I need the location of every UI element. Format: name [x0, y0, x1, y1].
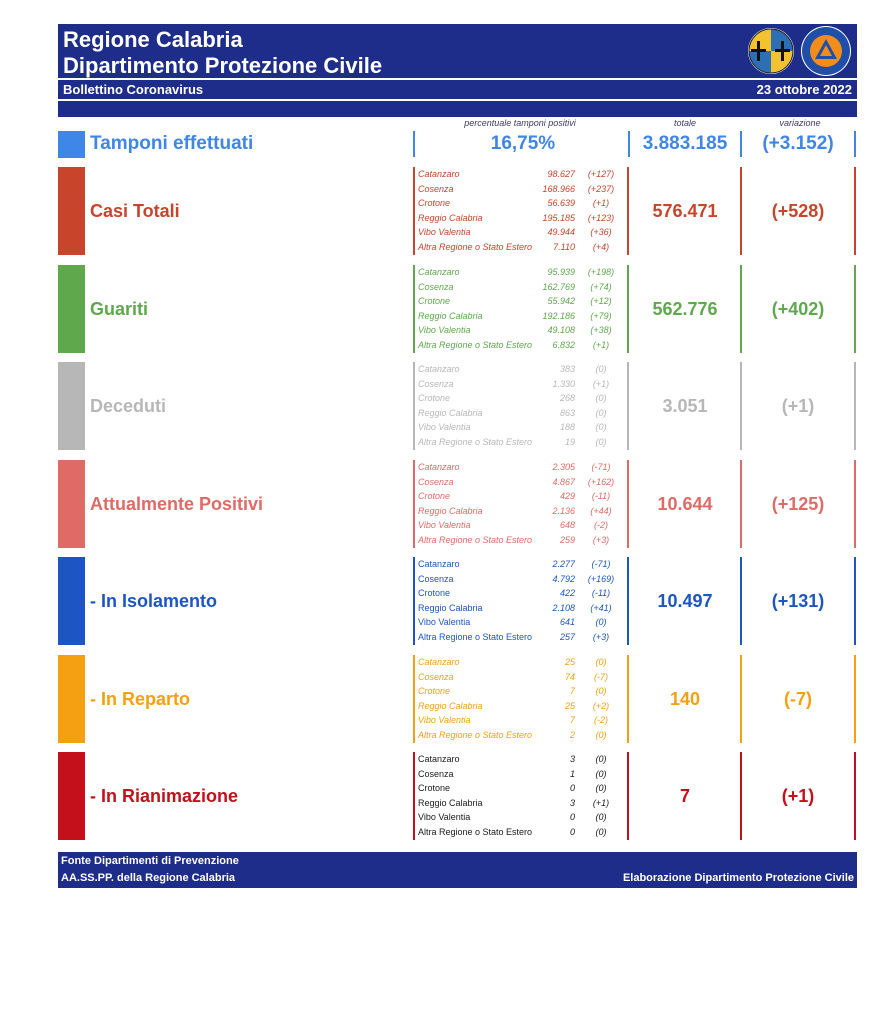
district-value: 25	[564, 657, 575, 667]
district-row	[415, 825, 627, 840]
district-variation: (0)	[595, 783, 607, 793]
bulletin-subtitle: Bollettino Coronavirus	[63, 82, 204, 97]
district-row	[415, 406, 627, 421]
district-name: Catanzaro	[418, 559, 460, 569]
district-row	[415, 810, 627, 825]
district-name: Reggio Calabria	[418, 797, 483, 808]
district-value: 2	[569, 729, 575, 740]
district-name: Catanzaro	[418, 657, 460, 667]
district-variation: (+1)	[592, 198, 610, 208]
section-color-square	[58, 265, 85, 353]
district-value: 648	[559, 520, 575, 530]
district-row	[415, 225, 627, 240]
district-row	[415, 684, 627, 699]
district-value: 7.110	[553, 241, 575, 252]
district-name: Vibo Valentia	[418, 812, 471, 822]
section-6	[58, 752, 858, 840]
district-row	[415, 615, 627, 630]
section-label: - In Isolamento	[90, 590, 218, 611]
district-variation: (+38)	[590, 325, 612, 335]
district-value: 19	[564, 436, 575, 447]
district-value: 383	[559, 364, 575, 374]
district-variation: (-71)	[591, 559, 611, 569]
section-label: Deceduti	[90, 395, 167, 416]
footer-source-line2: AA.SS.PP. della Regione Calabria	[61, 872, 236, 884]
district-row	[415, 670, 627, 685]
department-title: Dipartimento Protezione Civile	[63, 53, 383, 78]
district-variation: (-2)	[594, 520, 608, 530]
district-name: Cosenza	[418, 476, 454, 487]
district-value: 0	[569, 812, 575, 822]
district-variation: (-71)	[591, 462, 611, 472]
section-5	[58, 655, 858, 743]
district-variation: (-11)	[591, 588, 611, 598]
district-row	[415, 280, 627, 295]
district-row	[415, 557, 627, 572]
district-row	[415, 240, 627, 255]
tamponi-variazione: (+3.152)	[762, 133, 834, 154]
district-row	[415, 504, 627, 519]
district-variation: (+169)	[587, 573, 615, 584]
district-variation: (0)	[595, 436, 607, 447]
district-name: Reggio Calabria	[418, 310, 483, 321]
section-label: Guariti	[90, 298, 149, 319]
column-separator	[854, 265, 856, 353]
district-variation: (0)	[595, 407, 607, 418]
district-value: 188	[559, 422, 575, 432]
district-value: 422	[559, 588, 575, 598]
district-value: 2.305	[552, 462, 575, 472]
district-variation: (0)	[595, 422, 607, 432]
header-divider-top	[58, 78, 857, 80]
district-value: 49.108	[547, 325, 575, 335]
district-name: Crotone	[418, 198, 451, 208]
district-variation: (+1)	[592, 378, 610, 389]
section-color-square	[58, 557, 85, 645]
district-variation: (-7)	[594, 671, 608, 682]
district-breakdown	[413, 752, 629, 840]
district-row	[415, 362, 627, 377]
section-label: - In Reparto	[90, 688, 191, 709]
district-value: 863	[559, 407, 575, 418]
section-totale: 576.471	[652, 200, 718, 221]
section-variazione: (+528)	[771, 200, 825, 221]
section-totale: 562.776	[652, 298, 718, 319]
section-color-square	[58, 752, 85, 840]
district-name: Altra Regione o Stato Estero	[418, 241, 533, 252]
district-variation: (-11)	[591, 491, 611, 501]
district-row	[415, 699, 627, 714]
district-row	[415, 781, 627, 796]
tamponi-color-square	[58, 131, 85, 158]
col-header-totale: totale	[673, 118, 697, 128]
district-variation: (+127)	[587, 169, 615, 179]
district-name: Catanzaro	[418, 267, 460, 277]
district-variation: (0)	[595, 754, 607, 764]
district-value: 268	[559, 393, 575, 403]
district-name: Cosenza	[418, 378, 454, 389]
district-name: Vibo Valentia	[418, 617, 471, 627]
regione-calabria-logo	[748, 28, 794, 74]
header-banner	[58, 24, 857, 117]
footer-elaboration: Elaborazione Dipartimento Protezione Civile	[622, 872, 854, 884]
district-value: 0	[569, 826, 575, 837]
footer-banner	[58, 852, 857, 888]
header-divider-bottom	[58, 99, 857, 101]
district-breakdown	[413, 655, 629, 743]
district-variation: (+41)	[590, 602, 612, 613]
district-name: Reggio Calabria	[418, 407, 483, 418]
district-variation: (+1)	[592, 797, 610, 808]
tamponi-separator	[413, 131, 415, 157]
district-row	[415, 420, 627, 435]
district-row	[415, 435, 627, 450]
district-name: Altra Regione o Stato Estero	[418, 339, 533, 350]
district-variation: (+3)	[592, 631, 610, 642]
district-value: 257	[559, 631, 575, 642]
district-name: Crotone	[418, 588, 451, 598]
district-variation: (+237)	[587, 183, 615, 194]
footer-source-line1: Fonte Dipartimenti di Prevenzione	[61, 855, 239, 867]
district-name: Altra Regione o Stato Estero	[418, 534, 533, 545]
district-row	[415, 533, 627, 548]
district-row	[415, 601, 627, 616]
district-variation: (0)	[595, 364, 607, 374]
district-breakdown	[413, 460, 629, 548]
section-label: - In Rianimazione	[90, 785, 239, 806]
district-variation: (0)	[595, 393, 607, 403]
district-name: Crotone	[418, 686, 451, 696]
column-separator	[854, 167, 856, 255]
district-name: Reggio Calabria	[418, 602, 483, 613]
district-name: Catanzaro	[418, 364, 460, 374]
district-value: 1	[569, 768, 575, 779]
district-name: Cosenza	[418, 768, 454, 779]
tamponi-label: Tamponi effettuati	[90, 133, 254, 154]
district-row	[415, 767, 627, 782]
district-row	[415, 475, 627, 490]
district-row	[415, 182, 627, 197]
column-separator	[854, 557, 856, 645]
section-totale: 140	[669, 688, 701, 709]
district-value: 7	[569, 686, 575, 696]
district-value: 3	[569, 754, 575, 764]
district-row	[415, 572, 627, 587]
district-variation: (0)	[595, 657, 607, 667]
district-variation: (0)	[595, 729, 607, 740]
column-separator	[854, 362, 856, 450]
district-row	[415, 265, 627, 280]
tamponi-percentuale: 16,75%	[490, 133, 556, 154]
district-breakdown	[413, 167, 629, 255]
district-name: Altra Regione o Stato Estero	[418, 826, 533, 837]
section-totale: 10.497	[657, 590, 713, 611]
district-value: 2.136	[552, 505, 575, 516]
district-variation: (+79)	[590, 310, 612, 321]
section-variazione: (+131)	[771, 590, 825, 611]
district-row	[415, 752, 627, 767]
district-name: Vibo Valentia	[418, 422, 471, 432]
section-1	[58, 265, 858, 353]
district-name: Catanzaro	[418, 462, 460, 472]
district-value: 49.944	[547, 227, 575, 237]
section-totale: 10.644	[657, 493, 713, 514]
section-variazione: (-7)	[784, 688, 812, 709]
district-row	[415, 655, 627, 670]
district-row	[415, 460, 627, 475]
district-value: 3	[569, 797, 575, 808]
section-color-square	[58, 460, 85, 548]
district-variation: (+12)	[590, 296, 612, 306]
district-value: 192.186	[542, 310, 575, 321]
district-value: 429	[559, 491, 575, 501]
district-name: Reggio Calabria	[418, 505, 483, 516]
district-variation: (+2)	[592, 700, 610, 711]
district-value: 4.867	[552, 476, 575, 487]
district-value: 259	[559, 534, 575, 545]
section-variazione: (+125)	[771, 493, 825, 514]
district-value: 25	[564, 700, 575, 711]
district-variation: (+123)	[587, 212, 615, 223]
district-row	[415, 518, 627, 533]
district-row	[415, 294, 627, 309]
section-label: Casi Totali	[90, 200, 180, 221]
district-name: Catanzaro	[418, 169, 460, 179]
column-separator	[854, 460, 856, 548]
district-value: 4.792	[552, 573, 575, 584]
section-0	[58, 167, 858, 255]
district-name: Crotone	[418, 296, 451, 306]
district-name: Vibo Valentia	[418, 715, 471, 725]
district-breakdown	[413, 362, 629, 450]
district-name: Altra Regione o Stato Estero	[418, 436, 533, 447]
district-row	[415, 323, 627, 338]
district-breakdown	[413, 557, 629, 645]
district-name: Vibo Valentia	[418, 520, 471, 530]
district-variation: (+198)	[587, 267, 615, 277]
district-name: Crotone	[418, 393, 451, 403]
district-variation: (+74)	[590, 281, 612, 292]
district-value: 641	[559, 617, 575, 627]
section-3	[58, 460, 858, 548]
tamponi-totale: 3.883.185	[642, 133, 728, 154]
district-value: 195.185	[542, 212, 575, 223]
district-variation: (+36)	[590, 227, 612, 237]
section-variazione: (+1)	[781, 395, 815, 416]
district-name: Cosenza	[418, 281, 454, 292]
section-totale: 7	[679, 785, 690, 806]
district-row	[415, 167, 627, 182]
district-breakdown	[413, 265, 629, 353]
district-row	[415, 796, 627, 811]
district-value: 74	[564, 671, 575, 682]
district-value: 1.330	[552, 378, 575, 389]
district-name: Catanzaro	[418, 754, 460, 764]
district-row	[415, 211, 627, 226]
tamponi-separator	[854, 131, 856, 157]
district-name: Vibo Valentia	[418, 325, 471, 335]
district-name: Crotone	[418, 491, 451, 501]
district-value: 2.108	[552, 602, 575, 613]
district-name: Cosenza	[418, 573, 454, 584]
district-row	[415, 630, 627, 645]
district-value: 56.639	[547, 198, 575, 208]
district-value: 6.832	[552, 339, 575, 350]
bulletin-date: 23 ottobre 2022	[756, 82, 852, 97]
district-name: Reggio Calabria	[418, 212, 483, 223]
district-row	[415, 309, 627, 324]
district-value: 98.627	[547, 169, 575, 179]
section-variazione: (+1)	[781, 785, 815, 806]
district-value: 162.769	[542, 281, 575, 292]
district-value: 0	[569, 783, 575, 793]
district-value: 7	[569, 715, 575, 725]
section-4	[58, 557, 858, 645]
district-row	[415, 728, 627, 743]
section-label: Attualmente Positivi	[90, 493, 264, 514]
district-name: Reggio Calabria	[418, 700, 483, 711]
district-variation: (0)	[595, 686, 607, 696]
tamponi-row	[58, 131, 858, 159]
district-name: Altra Regione o Stato Estero	[418, 631, 533, 642]
region-title: Regione Calabria	[63, 27, 243, 52]
section-variazione: (+402)	[771, 298, 825, 319]
district-value: 2.277	[552, 559, 575, 569]
section-2	[58, 362, 858, 450]
district-variation: (0)	[595, 826, 607, 837]
district-variation: (+3)	[592, 534, 610, 545]
col-header-percentuale: percentuale tamponi positivi	[464, 118, 576, 128]
district-row	[415, 713, 627, 728]
district-name: Altra Regione o Stato Estero	[418, 729, 533, 740]
district-variation: (+162)	[587, 476, 615, 487]
district-variation: (-2)	[594, 715, 608, 725]
section-color-square	[58, 167, 85, 255]
district-variation: (0)	[595, 617, 607, 627]
district-variation: (0)	[595, 812, 607, 822]
district-value: 55.942	[547, 296, 575, 306]
district-variation: (+1)	[592, 339, 610, 350]
district-name: Cosenza	[418, 671, 454, 682]
district-name: Cosenza	[418, 183, 454, 194]
district-name: Vibo Valentia	[418, 227, 471, 237]
district-variation: (+44)	[590, 505, 612, 516]
district-row	[415, 489, 627, 504]
section-color-square	[58, 655, 85, 743]
district-row	[415, 196, 627, 211]
section-totale: 3.051	[662, 395, 708, 416]
section-color-square	[58, 362, 85, 450]
district-row	[415, 391, 627, 406]
district-variation: (0)	[595, 768, 607, 779]
district-row	[415, 377, 627, 392]
district-name: Crotone	[418, 783, 451, 793]
protezione-civile-logo	[801, 26, 851, 76]
col-header-variazione: variazione	[779, 118, 821, 128]
district-variation: (+4)	[592, 241, 610, 252]
column-separator	[854, 655, 856, 743]
district-value: 168.966	[542, 183, 575, 194]
district-row	[415, 586, 627, 601]
district-row	[415, 338, 627, 353]
district-value: 95.939	[547, 267, 575, 277]
column-separator	[854, 752, 856, 840]
